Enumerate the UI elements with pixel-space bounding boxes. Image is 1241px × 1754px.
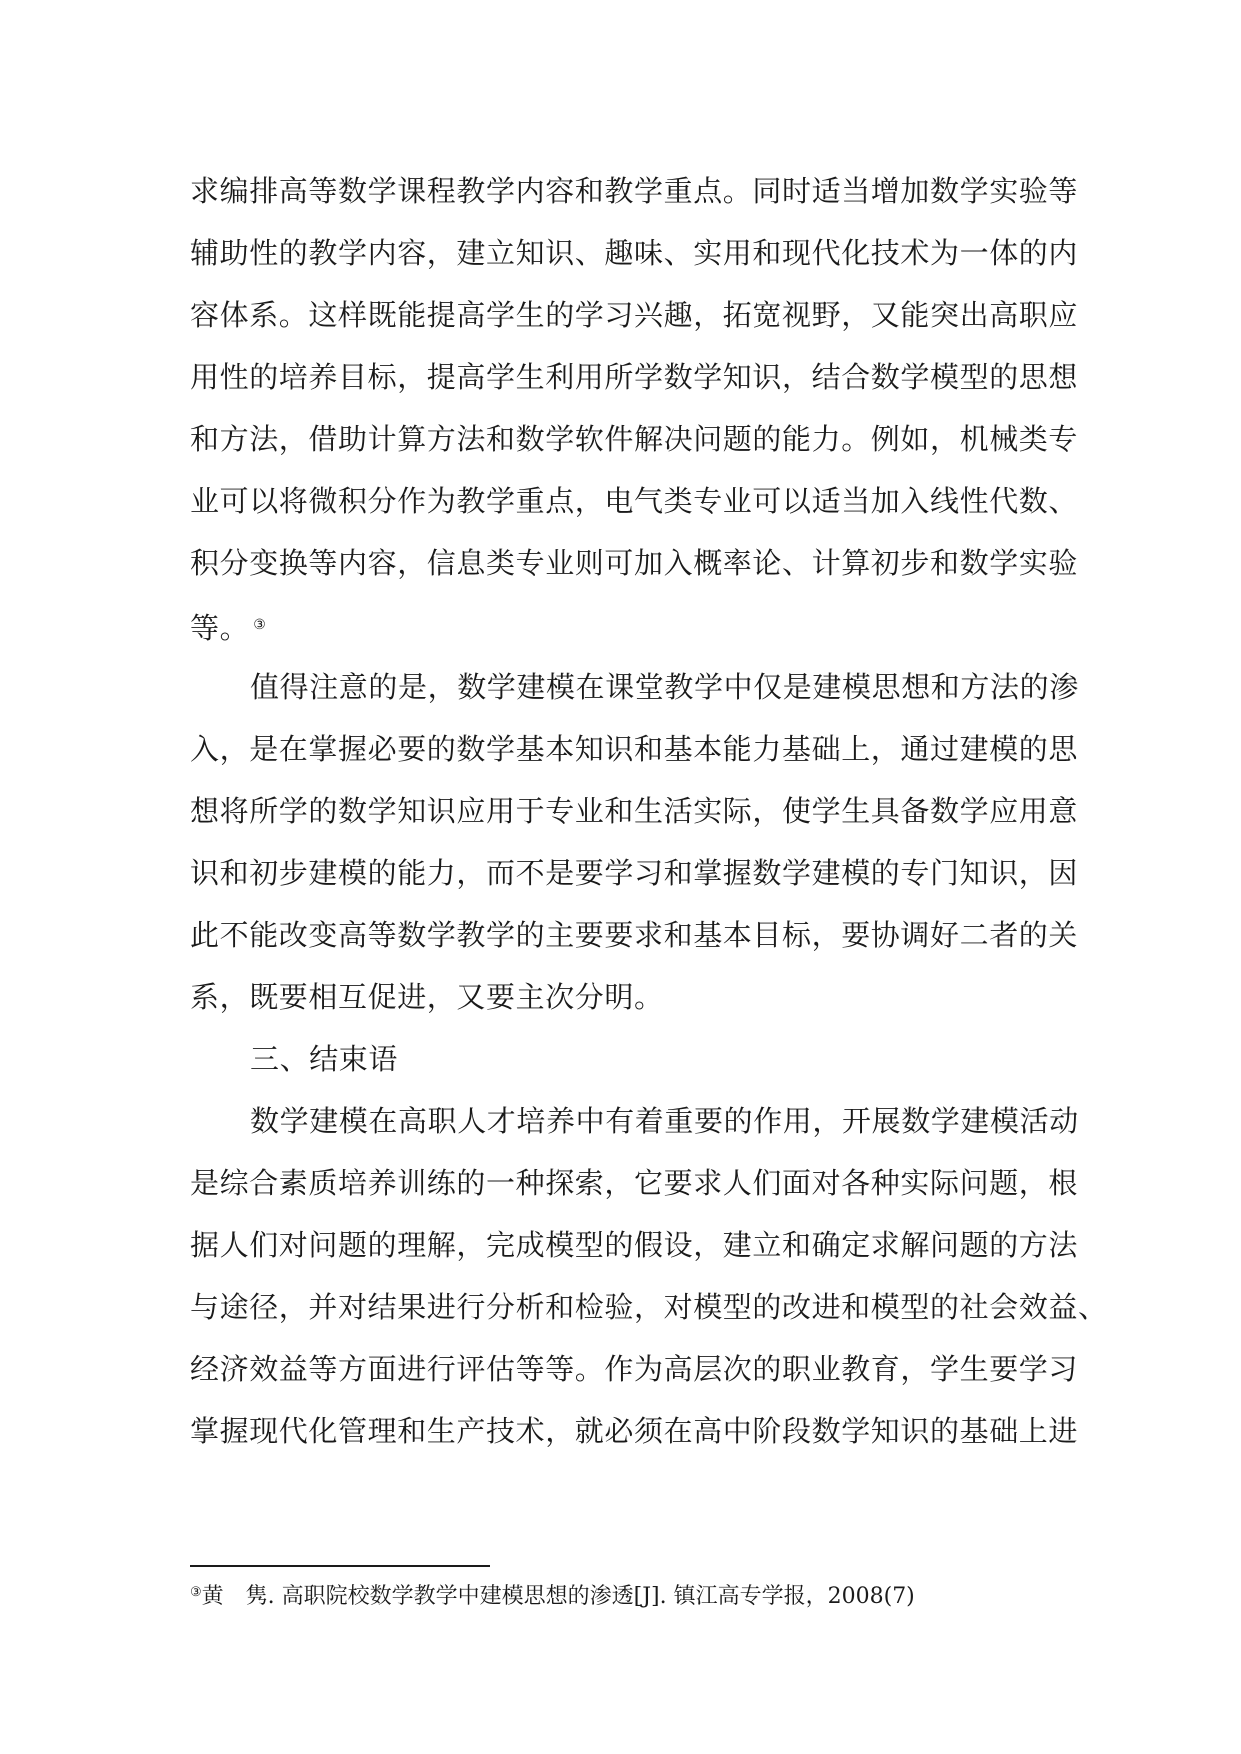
paragraph-3-line-5: 经济效益等方面进行评估等等。作为高层次的职业教育，学生要学习: [190, 1352, 1079, 1386]
footnote-mark: ③: [190, 1585, 202, 1600]
paragraph-1-line-7: 积分变换等内容，信息类专业则可加入概率论、计算初步和数学实验: [190, 546, 1079, 580]
paragraph-3-line-3: 据人们对问题的理解，完成模型的假设，建立和确定求解问题的方法: [190, 1228, 1079, 1262]
footnote: [190, 1578, 915, 1612]
paragraph-2-line-5: 此不能改变高等数学教学的主要要求和基本目标，要协调好二者的关: [190, 918, 1079, 952]
paragraph-1-line-6: 业可以将微积分作为教学重点，电气类专业可以适当加入线性代数、: [190, 484, 1079, 518]
paragraph-3-line-6: 掌握现代化管理和生产技术，就必须在高中阶段数学知识的基础上进: [190, 1414, 1079, 1448]
paragraph-1-line-8: [190, 594, 1060, 656]
paragraph-2-line-4: 识和初步建模的能力，而不是要学习和掌握数学建模的专门知识，因: [190, 856, 1079, 890]
footnote-reference[interactable]: ③: [253, 617, 267, 633]
footnote-divider: [190, 1565, 490, 1567]
paragraph-1-line-1: 求编排高等数学课程教学内容和教学重点。同时适当增加数学实验等: [190, 174, 1079, 208]
paragraph-2-line-6: 系，既要相互促进，又要主次分明。: [190, 980, 664, 1014]
paragraph-1-line-2: 辅助性的教学内容，建立知识、趣味、实用和现代化技术为一体的内: [190, 236, 1079, 270]
paragraph-3-line-1: 数学建模在高职人才培养中有着重要的作用，开展数学建模活动: [250, 1104, 1079, 1138]
body-text: [190, 160, 1108, 1462]
paragraph-2-line-2: 入，是在掌握必要的数学基本知识和基本能力基础上，通过建模的思: [190, 732, 1079, 766]
paragraph-3-line-4: 与途径，并对结果进行分析和检验，对模型的改进和模型的社会效益、: [190, 1290, 1108, 1324]
paragraph-2-line-1: 值得注意的是，数学建模在课堂教学中仅是建模思想和方法的渗: [250, 670, 1079, 704]
paragraph-2-line-3: 想将所学的数学知识应用于专业和生活实际，使学生具备数学应用意: [190, 794, 1079, 828]
paragraph-1-line-5: 和方法，借助计算方法和数学软件解决问题的能力。例如，机械类专: [190, 422, 1079, 456]
paragraph-1-last-text: 等。: [190, 611, 250, 645]
paragraph-1-line-4: 用性的培养目标，提高学生利用所学数学知识，结合数学模型的思想: [190, 360, 1079, 394]
footnote-text: 黄 隽. 高职院校数学教学中建模思想的渗透[J]. 镇江高专学报，2008(7): [201, 1584, 915, 1609]
section-heading: 三、结束语: [250, 1042, 399, 1076]
paragraph-1-line-3: 容体系。这样既能提高学生的学习兴趣，拓宽视野，又能突出高职应: [190, 298, 1079, 332]
paragraph-3-line-2: 是综合素质培养训练的一种探索，它要求人们面对各种实际问题，根: [190, 1166, 1079, 1200]
